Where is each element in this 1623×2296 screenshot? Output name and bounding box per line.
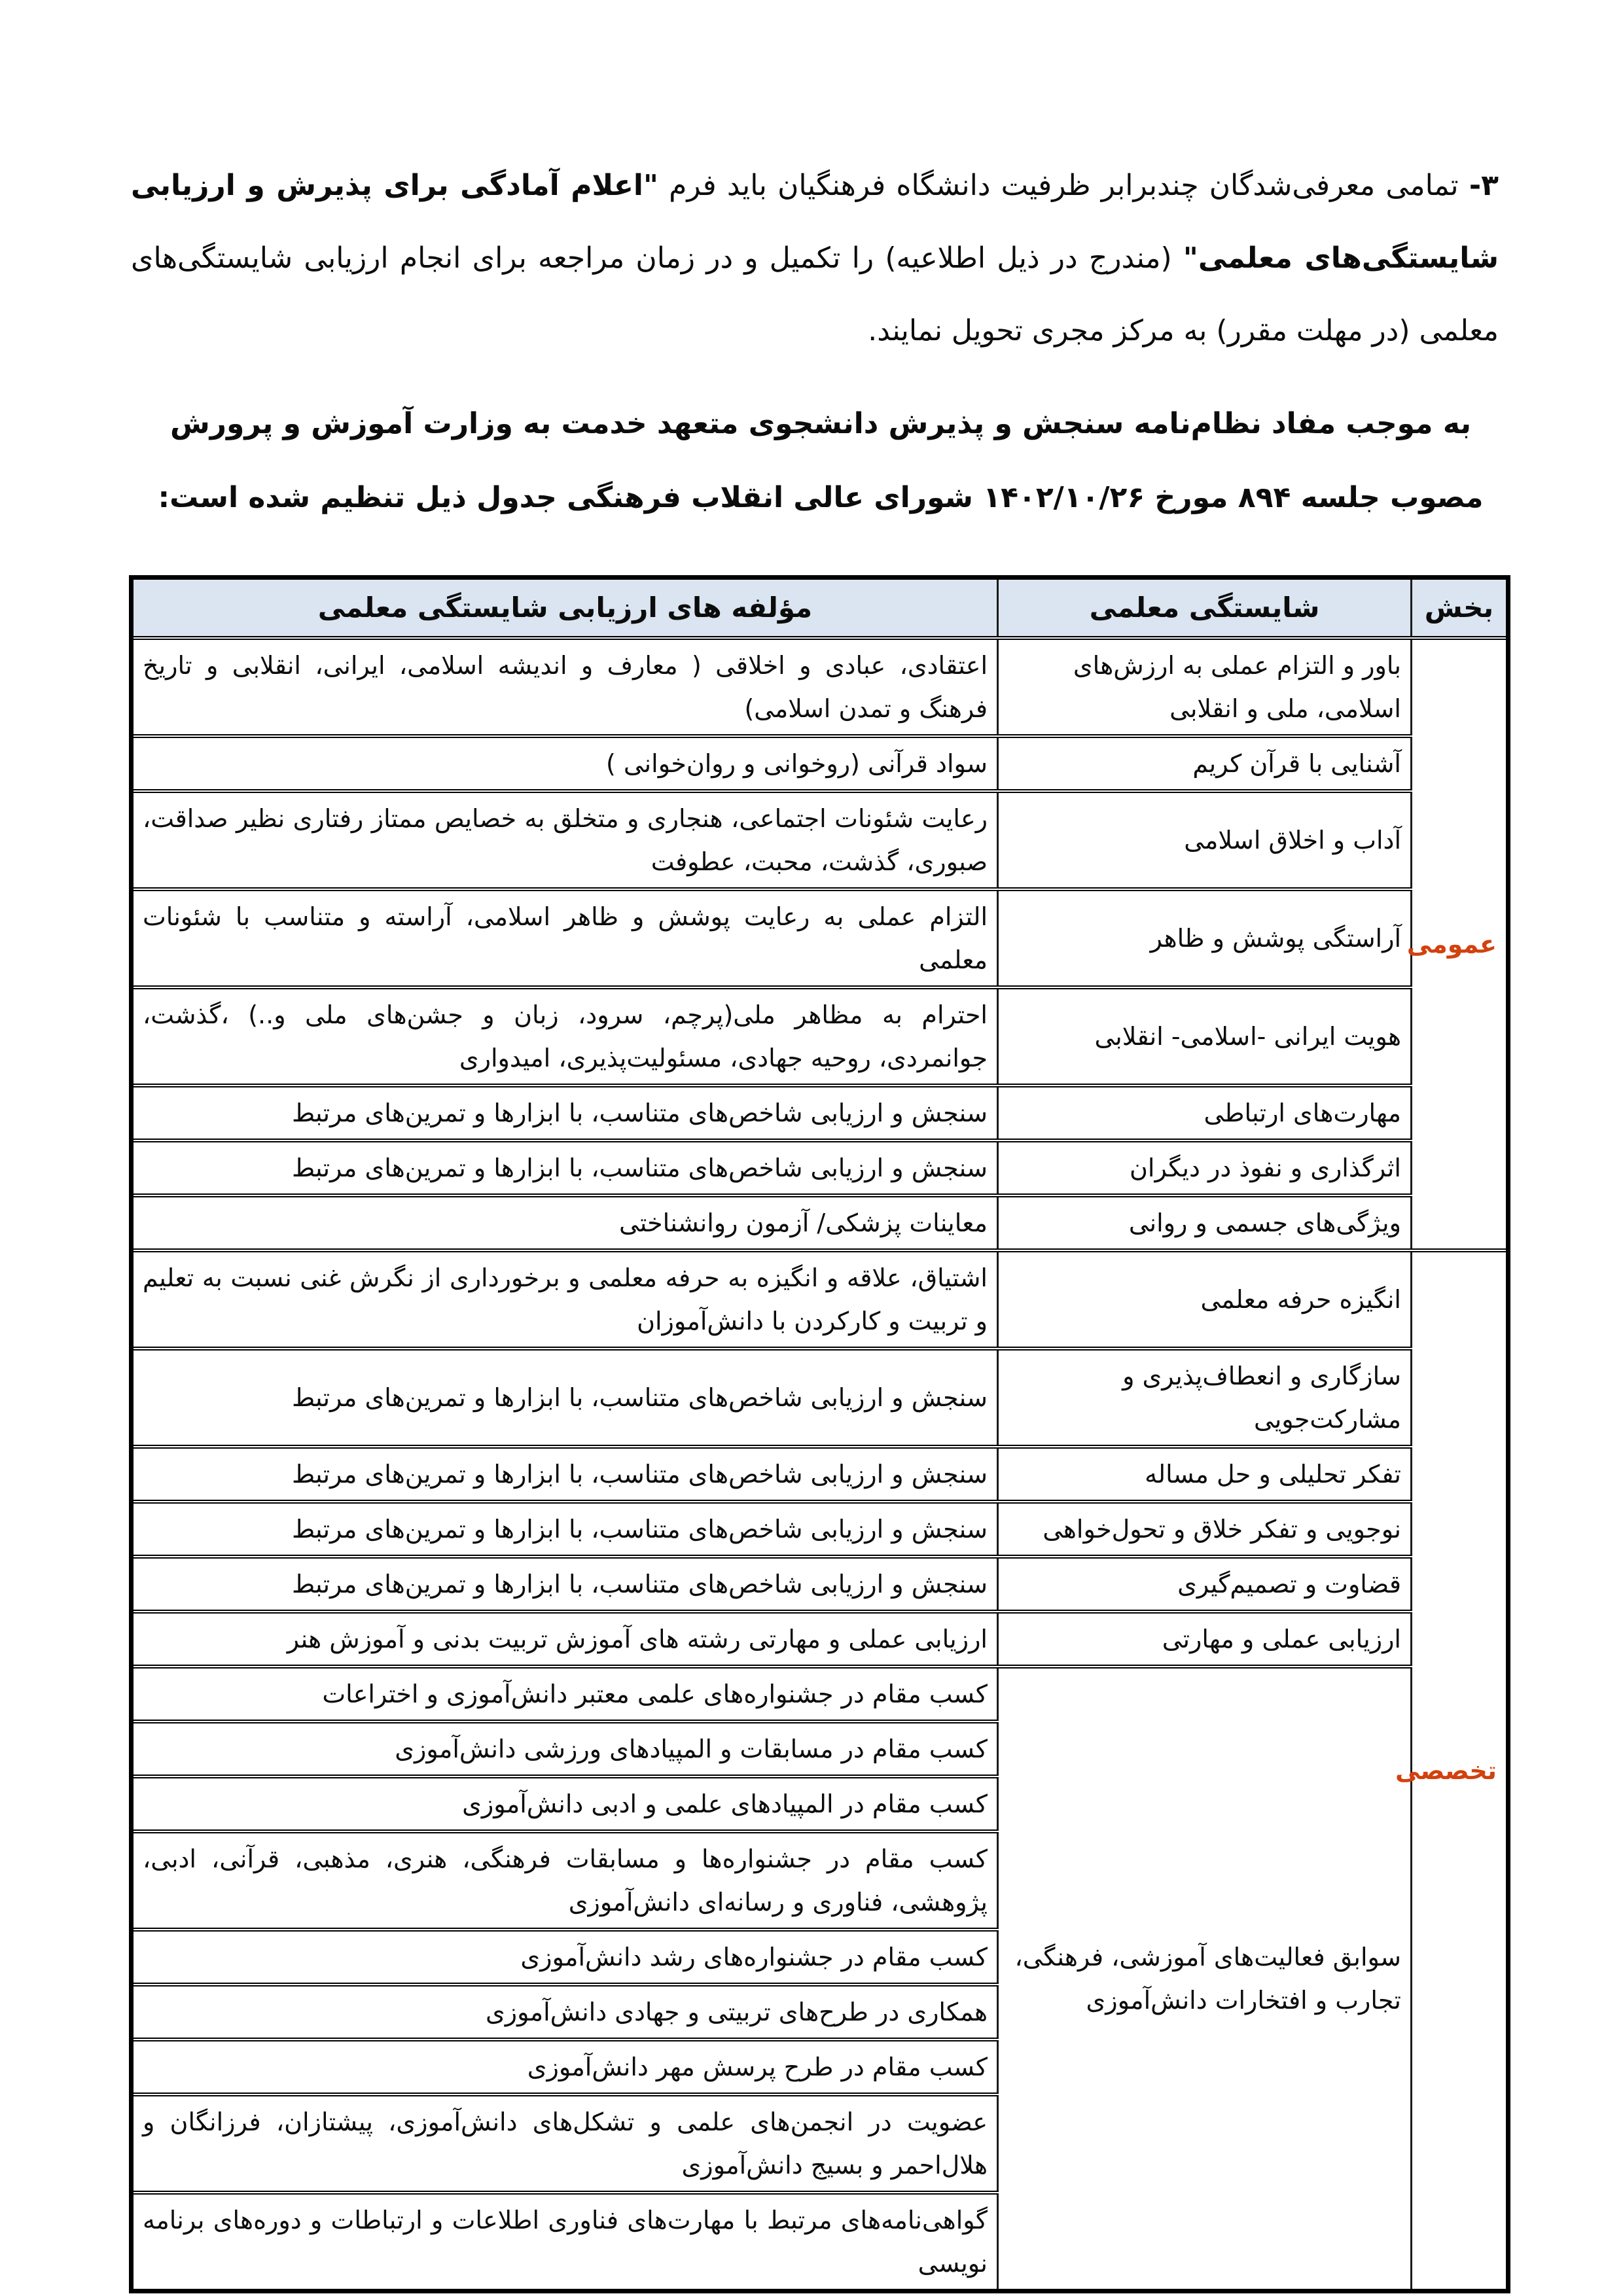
competency-cell: آراستگی پوشش و ظاهر	[998, 889, 1412, 987]
table-row	[132, 638, 1508, 736]
header-components: مؤلفه های ارزیابی شایستگی معلمی	[132, 578, 998, 638]
table-row	[132, 1349, 1508, 1447]
table-row	[132, 1447, 1508, 1502]
component-cell: سواد قرآنی (روخوانی و روان‌خوانی )	[132, 736, 998, 791]
component-cell: احترام به مظاهر ملی(پرچم، سرود، زبان و جشن‌های ملی و..) ،گذشت، جوانمردی، روحیه جهادی، مسئولیت‌پذیری، امیدواری	[132, 987, 998, 1086]
component-cell: سنجش و ارزیابی شاخص‌های متناسب، با ابزارها و تمرین‌های مرتبط	[132, 1447, 998, 1502]
component-cell: کسب مقام در المپیادهای علمی و ادبی دانش‌آموزی	[132, 1776, 998, 1831]
component-cell: کسب مقام در مسابقات و المپیادهای ورزشی دانش‌آموزی	[132, 1722, 998, 1776]
table-row	[132, 889, 1508, 987]
competency-table	[129, 575, 1510, 2293]
component-cell: التزام عملی به رعایت پوشش و ظاهر اسلامی، آراسته و متناسب با شئونات معلمی	[132, 889, 998, 987]
table-row	[132, 791, 1508, 889]
competency-cell: سوابق فعالیت‌های آموزشی، فرهنگی، تجارب و افتخارات دانش‌آموزی	[998, 1667, 1412, 2291]
table-row	[132, 1612, 1508, 1667]
competency-cell: قضاوت و تصمیم‌گیری	[998, 1557, 1412, 1612]
competency-cell: نوجویی و تفکر خلاق و تحول‌خواهی	[998, 1502, 1412, 1557]
header-competency: شایستگی معلمی	[998, 578, 1412, 638]
component-cell: رعایت شئونات اجتماعی، هنجاری و متخلق به خصایص ممتاز رفتاری نظیر صداقت، صبوری، گذشت، محبت، عطوفت	[132, 791, 998, 889]
component-cell: کسب مقام در طرح پرسش مهر دانش‌آموزی	[132, 2040, 998, 2094]
intro-text-lead: تمامی معرفی‌شدگان چندبرابر ظرفیت دانشگاه فرهنگیان باید فرم	[658, 169, 1469, 202]
table-body	[132, 638, 1508, 2291]
table-row	[132, 1086, 1508, 1140]
item-number: ۳-	[1469, 169, 1499, 202]
table-row	[132, 1195, 1508, 1250]
form-name-bold: "اعلام آمادگی برای پذیرش و ارزیابی شایستگی‌های معلمی"	[131, 169, 1499, 275]
table-row	[132, 1140, 1508, 1195]
component-cell: اعتقادی، عبادی و اخلاقی ( معارف و اندیشه اسلامی، ایرانی، انقلابی و تاریخ فرهنگ و تمدن اسلامی)	[132, 638, 998, 736]
competency-cell: هویت ایرانی -اسلامی- انقلابی	[998, 987, 1412, 1086]
table-row	[132, 1250, 1508, 1349]
component-cell: اشتیاق، علاقه و انگیزه به حرفه معلمی و برخورداری از نگرش غنی نسبت به تعلیم و تربیت و کارکردن با دانش‌آموزان	[132, 1250, 998, 1349]
competency-cell: سازگاری و انعطاف‌پذیری و مشارکت‌جویی	[998, 1349, 1412, 1447]
component-cell: معاینات پزشکی/ آزمون روانشناختی	[132, 1195, 998, 1250]
component-cell: کسب مقام در جشنواره‌های علمی معتبر دانش‌آموزی و اختراعات	[132, 1667, 998, 1722]
table-row	[132, 1502, 1508, 1557]
header-section: بخش	[1412, 578, 1508, 638]
table-row	[132, 1667, 1508, 1722]
competency-cell: آداب و اخلاق اسلامی	[998, 791, 1412, 889]
component-cell: کسب مقام در جشنواره‌ها و مسابقات فرهنگی، هنری، مذهبی، قرآنی، ادبی، پژوهشی، فناوری و رسانه‌ای دانش‌آموزی	[132, 1831, 998, 1930]
table-row	[132, 736, 1508, 791]
component-cell: ارزیابی عملی و مهارتی رشته های آموزش تربیت بدنی و آموزش هنر	[132, 1612, 998, 1667]
component-cell: سنجش و ارزیابی شاخص‌های متناسب، با ابزارها و تمرین‌های مرتبط	[132, 1502, 998, 1557]
paragraph-regulation: به موجب مفاد نظام‌نامه سنجش و پذیرش دانشجوی متعهد خدمت به وزارت آموزش و پرورش مصوب جلسه ۸۹۴ مورخ ۱۴۰۲/۱۰/۲۶ شورای عالی انقلاب فرهنگی جدول ذیل تنظیم شده است:	[158, 407, 1484, 514]
component-cell: سنجش و ارزیابی شاخص‌های متناسب، با ابزارها و تمرین‌های مرتبط	[132, 1349, 998, 1447]
component-cell: سنجش و ارزیابی شاخص‌های متناسب، با ابزارها و تمرین‌های مرتبط	[132, 1140, 998, 1195]
competency-cell: انگیزه حرفه معلمی	[998, 1250, 1412, 1349]
table-header-row	[132, 578, 1508, 638]
component-cell: سنجش و ارزیابی شاخص‌های متناسب، با ابزارها و تمرین‌های مرتبط	[132, 1086, 998, 1140]
table-row	[132, 987, 1508, 1086]
intro-text-rest: (مندرج در ذیل اطلاعیه) را تکمیل و در زمان مراجعه برای انجام ارزیابی شایستگی‌های معلمی (در مهلت مقرر) به مرکز مجری تحویل نمایند.	[131, 241, 1499, 347]
paragraph-intro	[131, 149, 1499, 367]
competency-cell: مهارت‌های ارتباطی	[998, 1086, 1412, 1140]
component-cell: کسب مقام در جشنواره‌های رشد دانش‌آموزی	[132, 1930, 998, 1985]
table-row	[132, 1557, 1508, 1612]
competency-cell: اثرگذاری و نفوذ در دیگران	[998, 1140, 1412, 1195]
competency-cell: تفکر تحلیلی و حل مساله	[998, 1447, 1412, 1502]
competency-cell: باور و التزام عملی به ارزش‌های اسلامی، ملی و انقلابی	[998, 638, 1412, 736]
section-label-general: عمومی	[1412, 638, 1508, 1250]
component-cell: سنجش و ارزیابی شاخص‌های متناسب، با ابزارها و تمرین‌های مرتبط	[132, 1557, 998, 1612]
competency-cell: ویژگی‌های جسمی و روانی	[998, 1195, 1412, 1250]
competency-cell: آشنایی با قرآن کریم	[998, 736, 1412, 791]
component-cell: گواهی‌نامه‌های مرتبط با مهارت‌های فناوری اطلاعات و ارتباطات و دوره‌های برنامه نویسی	[132, 2193, 998, 2291]
section-label-specialized: تخصصی	[1412, 1250, 1508, 2291]
component-cell: همکاری در طرح‌های تربیتی و جهادی دانش‌آموزی	[132, 1985, 998, 2040]
competency-cell: ارزیابی عملی و مهارتی	[998, 1612, 1412, 1667]
component-cell: عضویت در انجمن‌های علمی و تشکل‌های دانش‌آموزی، پیشتازان، فرزانگان و هلال‌احمر و بسیج دانش‌آموزی	[132, 2094, 998, 2193]
